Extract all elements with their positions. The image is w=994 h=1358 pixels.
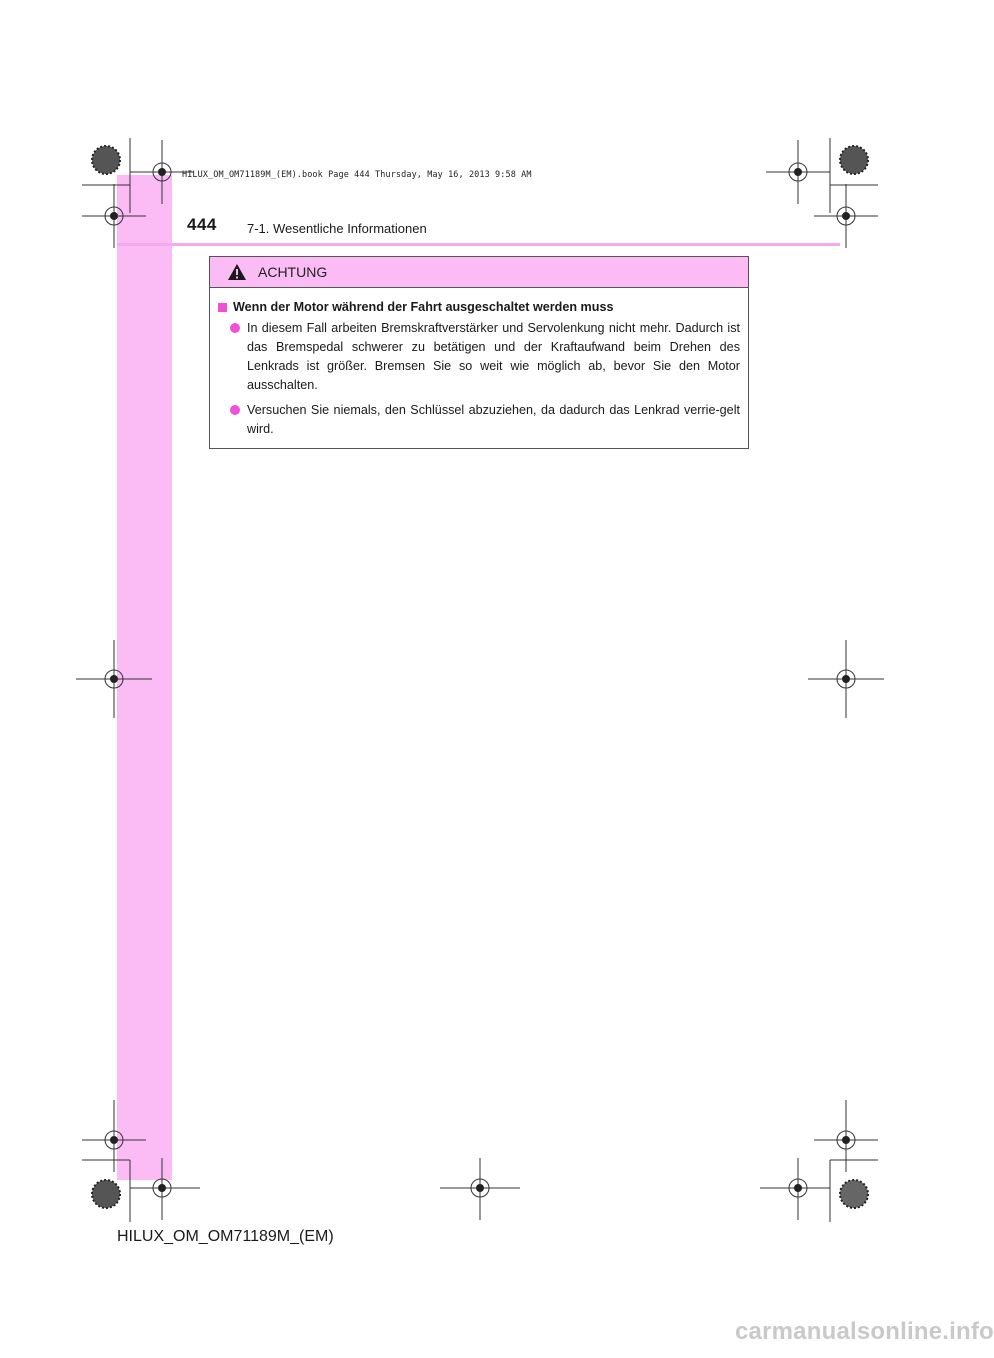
warning-title: ACHTUNG (258, 264, 328, 280)
circle-bullet-icon (230, 405, 240, 415)
book-stamp: HILUX_OM_OM71189M_(EM).book Page 444 Thursday, May 16, 2013 9:58 AM (182, 170, 532, 180)
warning-triangle-icon (227, 263, 247, 281)
warning-subheading (218, 300, 740, 314)
bullet-text: Versuchen Sie niemals, den Schlüssel abzuziehen, da dadurch das Lenkrad verrie-gelt wird. (247, 403, 740, 436)
bullet-item (218, 319, 740, 395)
page-number: 444 (187, 215, 217, 234)
circle-bullet-icon (230, 323, 240, 333)
bullet-text: In diesem Fall arbeiten Bremskraftverstärker und Servolenkung nicht mehr. Dadurch ist das Bremspedal schwerer zu betätigen und der Kraftaufwand beim Drehen des Lenkrads ist größer. Bremsen Sie so weit wie möglich ab, bevor Sie den Motor ausschalten. (247, 321, 740, 392)
warning-header (210, 257, 748, 288)
warning-body (210, 288, 748, 439)
bullet-item (218, 401, 740, 439)
warning-box (209, 256, 749, 449)
section-title: 7-1. Wesentliche Informationen (247, 221, 427, 236)
footer-code: HILUX_OM_OM71189M_(EM) (117, 1228, 334, 1245)
warning-subheading-text: Wenn der Motor während der Fahrt ausgeschaltet werden muss (233, 300, 614, 314)
watermark: carmanualsonline.info (735, 1318, 994, 1345)
square-bullet-icon (218, 303, 227, 312)
